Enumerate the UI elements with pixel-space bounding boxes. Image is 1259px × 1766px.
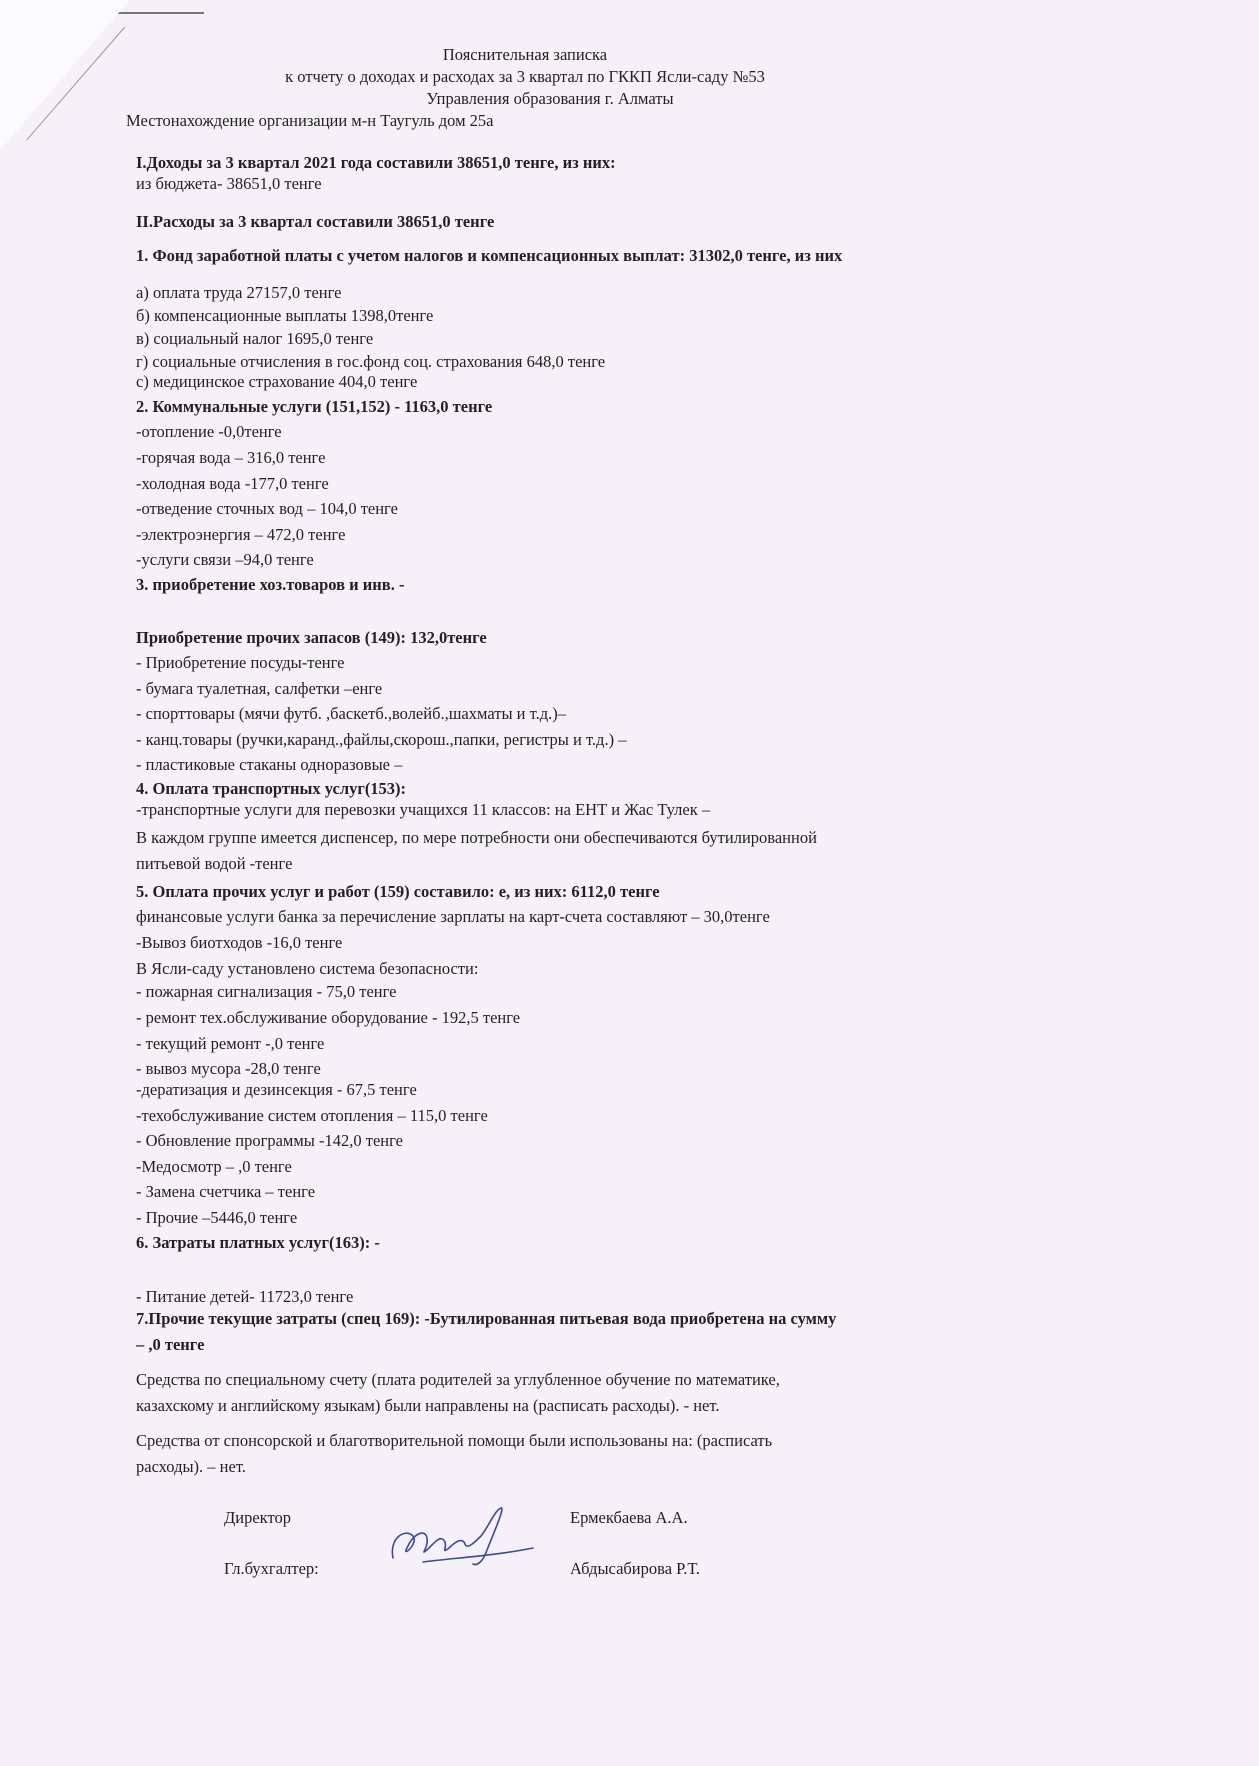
document-department: Управления образования г. Алматы [426, 89, 674, 108]
folded-corner [0, 0, 130, 150]
services-item: - Обновление программы -142,0 тенге [136, 1131, 403, 1150]
document-location: Местонахождение организации м-н Таугуль дом 25а [126, 111, 494, 130]
supplies-item: - пластиковые стаканы одноразовые – [136, 755, 403, 774]
utilities-item: -отопление -0,0тенге [136, 422, 282, 441]
sponsorship-note: Средства от спонсорской и благотворительной помощи были использованы на: (расписать [136, 1431, 773, 1450]
transport-item: -транспортные услуги для перевозки учащихся 11 классов: на ЕНТ и Жас Тулек – [136, 800, 711, 819]
transport-item: В каждом группе имеется диспенсер, по мере потребности они обеспечиваются бутилированной [136, 828, 817, 847]
income-heading: I.Доходы за 3 квартал 2021 года составили 38651,0 тенге, из них: [136, 153, 616, 172]
expenses-heading: II.Расходы за 3 квартал составили 38651,0 тенге [136, 212, 495, 231]
services-item: -Вывоз биотходов -16,0 тенге [136, 933, 343, 952]
services-item: -дератизация и дезинсекция - 67,5 тенге [136, 1080, 417, 1099]
supplies-item: - Приобретение посуды-тенге [136, 653, 345, 672]
payroll-item: г) социальные отчисления в гос.фонд соц. страхования 648,0 тенге [136, 352, 606, 371]
paid-services-heading: 6. Затраты платных услуг(163): - [136, 1233, 380, 1252]
utilities-heading: 2. Коммунальные услуги (151,152) - 1163,0 тенге [136, 397, 493, 416]
document-subtitle: к отчету о доходах и расходах за 3 квартал по ГККП Ясли-саду №53 [285, 67, 765, 86]
services-heading: 5. Оплата прочих услуг и работ (159) составило: е, из них: 6112,0 тенге [136, 882, 660, 901]
other-costs-heading: 7.Прочие текущие затраты (спец 169): -Бутилированная питьевая вода приобретена на сумму [136, 1309, 837, 1328]
payroll-item: б) компенсационные выплаты 1398,0тенге [136, 306, 434, 325]
income-budget: из бюджета- 38651,0 тенге [136, 174, 322, 193]
goods-heading: 3. приобретение хоз.товаров и инв. - [136, 575, 405, 594]
services-item: - Замена счетчика – тенге [136, 1182, 316, 1201]
services-item: В Ясли-саду установлено система безопасности: [136, 959, 479, 978]
director-name: Ермекбаева А.А. [570, 1508, 688, 1527]
utilities-item: -холодная вода -177,0 тенге [136, 474, 329, 493]
other-costs-heading-cont: – ,0 тенге [136, 1335, 205, 1354]
utilities-item: -отведение сточных вод – 104,0 тенге [136, 499, 398, 518]
services-item: финансовые услуги банка за перечисление зарплаты на карт-счета составляют – 30,0тенге [136, 907, 770, 926]
payroll-item: с) медицинское страхование 404,0 тенге [136, 372, 418, 391]
utilities-item: -горячая вода – 316,0 тенге [136, 448, 326, 467]
transport-heading: 4. Оплата транспортных услуг(153): [136, 779, 407, 798]
services-item: - текущий ремонт -,0 тенге [136, 1034, 325, 1053]
supplies-item: - спорттовары (мячи футб. ,баскетб.,волейб.,шахматы и т.д.)– [136, 704, 566, 723]
utilities-item: -услуги связи –94,0 тенге [136, 550, 314, 569]
director-title: Директор [224, 1508, 291, 1527]
paid-services-item: - Питание детей- 11723,0 тенге [136, 1287, 354, 1306]
supplies-heading: Приобретение прочих запасов (149): 132,0тенге [136, 628, 487, 647]
accountant-title: Гл.бухгалтер: [224, 1559, 319, 1578]
handwritten-signature [383, 1498, 543, 1570]
document-title: Пояснительная записка [442, 45, 608, 64]
special-account-note: Средства по специальному счету (плата родителей за углубленное обучение по математике, [136, 1370, 780, 1389]
payroll-heading: 1. Фонд заработной платы с учетом налогов и компенсационных выплат: 31302,0 тенге, из них [136, 246, 843, 265]
accountant-name: Абдысабирова Р.Т. [570, 1559, 700, 1578]
services-item: -техобслуживание систем отопления – 115,0 тенге [136, 1106, 488, 1125]
transport-item: питьевой водой -тенге [136, 854, 293, 873]
services-item: - ремонт тех.обслуживание оборудование - 192,5 тенге [136, 1008, 521, 1027]
sponsorship-note-cont: расходы). – нет. [136, 1457, 246, 1476]
supplies-item: - бумага туалетная, салфетки –енге [136, 679, 383, 698]
special-account-note-cont: казахскому и английскому языкам) были направлены на (расписать расходы). - нет. [136, 1396, 720, 1415]
payroll-item: в) социальный налог 1695,0 тенге [136, 329, 374, 348]
services-item: - вывоз мусора -28,0 тенге [136, 1059, 321, 1078]
utilities-item: -электроэнергия – 472,0 тенге [136, 525, 346, 544]
services-item: - Прочие –5446,0 тенге [136, 1208, 298, 1227]
supplies-item: - канц.товары (ручки,каранд.,файлы,скорош.,папки, регистры и т.д.) – [136, 730, 627, 749]
payroll-item: а) оплата труда 27157,0 тенге [136, 283, 342, 302]
services-item: - пожарная сигнализация - 75,0 тенге [136, 982, 397, 1001]
services-item: -Медосмотр – ,0 тенге [136, 1157, 292, 1176]
